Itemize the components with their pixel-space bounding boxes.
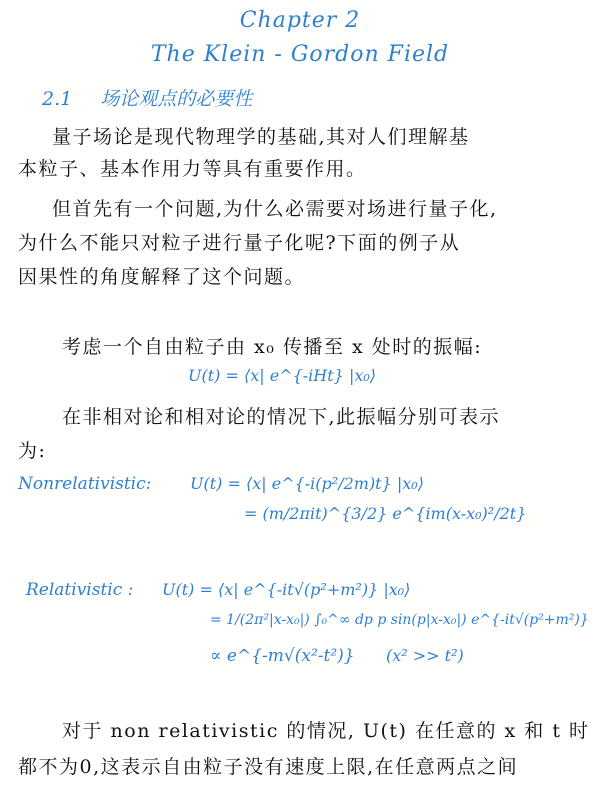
relativistic-label: Relativistic : — [26, 580, 134, 600]
section-heading — [42, 84, 252, 111]
chapter-number: Chapter 2 — [239, 8, 361, 33]
nonrelativistic-equation-2: = (m/2πit)^{3/2} e^{im(x-x₀)²/2t} — [244, 504, 527, 523]
relativistic-condition: (x² >> t²) — [386, 646, 464, 665]
section-number: 2.1 — [42, 88, 73, 110]
paragraph-5-line-2: 都不为0,这表示自由粒子没有速度上限,在任意两点之间 — [18, 756, 519, 778]
relativistic-equation-3: ∝ e^{-m√(x²-t²)} — [210, 646, 355, 666]
paragraph-2-line-3: 因果性的角度解释了这个问题。 — [18, 266, 306, 288]
paragraph-3-line-1: 考虑一个自由粒子由 x₀ 传播至 x 处时的振幅: — [62, 336, 483, 358]
paragraph-1-line-1: 量子场论是现代物理学的基础,其对人们理解基 — [52, 126, 470, 148]
paragraph-2-line-2: 为什么不能只对粒子进行量子化呢?下面的例子从 — [18, 232, 461, 254]
section-title: 场论观点的必要性 — [100, 88, 253, 110]
paragraph-1-line-2: 本粒子、基本作用力等具有重要作用。 — [18, 158, 367, 180]
paragraph-2-line-1: 但首先有一个问题,为什么必需要对场进行量子化, — [52, 198, 498, 220]
nonrelativistic-equation-1: U(t) = ⟨x| e^{-i(p²/2m)t} |x₀⟩ — [190, 474, 424, 493]
relativistic-equation-1: U(t) = ⟨x| e^{-it√(p²+m²)} |x₀⟩ — [162, 580, 411, 599]
paragraph-4-line-1: 在非相对论和相对论的情况下,此振幅分别可表示 — [62, 406, 501, 428]
amplitude-equation: U(t) = ⟨x| e^{-iHt} |x₀⟩ — [188, 366, 377, 385]
chapter-title: The Klein - Gordon Field — [150, 42, 450, 67]
paragraph-4-line-2: 为: — [18, 440, 47, 462]
nonrelativistic-label: Nonrelativistic: — [18, 474, 152, 494]
paragraph-5-line-1: 对于 non relativistic 的情况, U(t) 在任意的 x 和 t 时 — [62, 720, 590, 742]
relativistic-equation-2: = 1/(2π²|x-x₀|) ∫₀^∞ dp p sin(p|x-x₀|) e^{-it√(p²+m²)} — [210, 612, 589, 628]
